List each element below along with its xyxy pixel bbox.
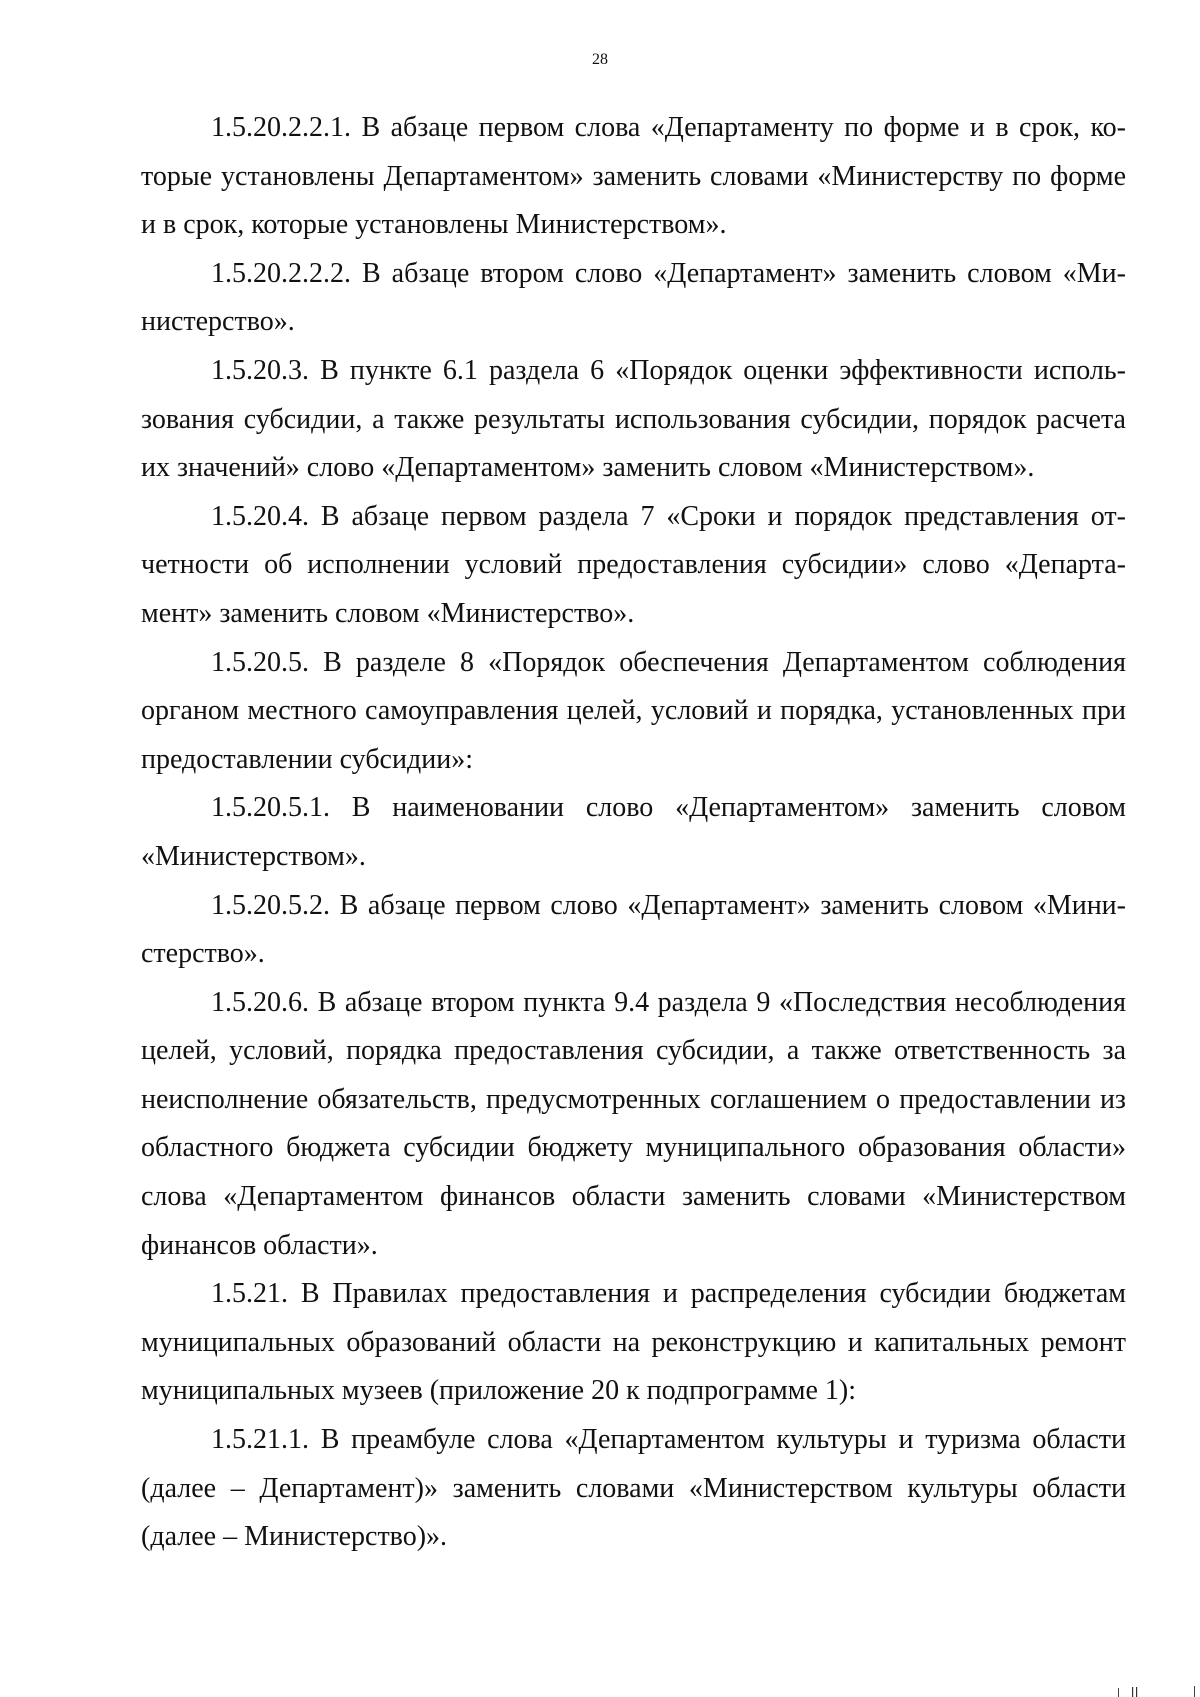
paragraph-1-5-20-6: 1.5.20.6. В абзаце втором пункта 9.4 раздела 9 «Последствия несоблюдения целей, условий, порядка предоставления субсидии, а также ответственность за неисполнение обязательств, предусмотренных соглашением о предоставлении из областного бюджета субсидии бюджету муниципального образования области» слова «Департаментом финансов области заменить словами «Министерством финансов области».	[141, 986, 1126, 1261]
paragraph-1-5-20-3: 1.5.20.3. В пункте 6.1 раздела 6 «Порядок оценки эффективности использования субсидии, а также результаты использования субсидии, порядок расчета их значений» слово «Департаментом» заменить словом «Министерством».	[141, 354, 1126, 484]
paragraph-1-5-20-5-1: 1.5.20.5.1. В наименовании слово «Департаментом» заменить словом «Министерством».	[141, 792, 1126, 872]
paragraph-1-5-20-4: 1.5.20.4. В абзаце первом раздела 7 «Сроки и порядок представления отчетности об исполнении условий предоставления субсидии» слово «Департамент» заменить словом «Министерство».	[141, 500, 1126, 629]
paragraph-1-5-20-2-2-1: 1.5.20.2.2.1. В абзаце первом слова «Департаменту по форме и в срок, которые установлены Департаментом» заменить словами «Министерству по форме и в срок, которые установлены Министерством».	[141, 112, 1126, 241]
page-number: 28	[592, 51, 608, 68]
scan-artifact-marks	[1060, 1685, 1200, 1697]
paragraph-1-5-20-5-2: 1.5.20.5.2. В абзаце первом слово «Департамент» заменить словом «Министерство».	[141, 889, 1126, 970]
paragraph-1-5-21: 1.5.21. В Правилах предоставления и распределения субсидии бюджетам муниципальных образований области на реконструкцию и капитальных ремонт муниципальных музеев (приложение 20 к подпрограмме 1):	[141, 1278, 1126, 1407]
document-body	[141, 104, 1126, 1562]
paragraph-1-5-20-2-2-2: 1.5.20.2.2.2. В абзаце втором слово «Департамент» заменить словом «Министерство».	[141, 257, 1126, 338]
paragraph-1-5-21-1: 1.5.21.1. В преамбуле слова «Департаментом культуры и туризма области (далее – Департамент)» заменить словами «Министерством культуры области (далее – Министерство)».	[141, 1424, 1126, 1553]
paragraph-1-5-20-5: 1.5.20.5. В разделе 8 «Порядок обеспечения Департаментом соблюдения органом местного самоуправления целей, условий и порядка, установленных при предоставлении субсидии»:	[141, 646, 1126, 775]
